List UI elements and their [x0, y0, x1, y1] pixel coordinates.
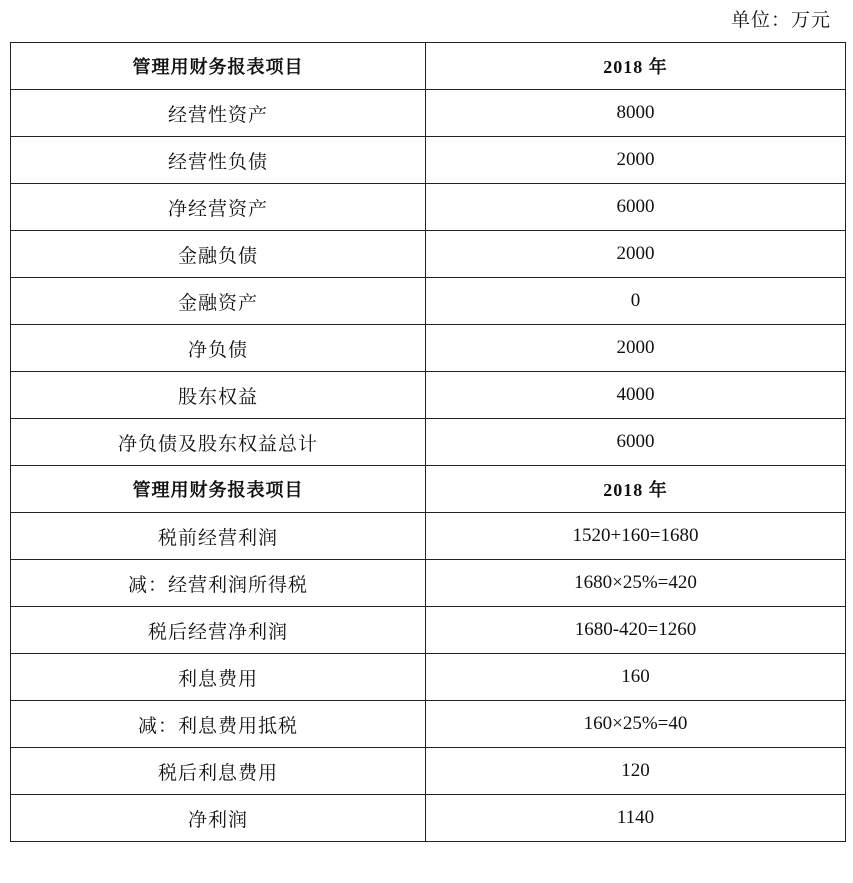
- unit-label: 单位：万元: [730, 9, 831, 31]
- table-row: [11, 701, 846, 748]
- row-item-cell: 金融资产: [11, 278, 426, 325]
- row-value-cell: 2000: [426, 231, 846, 278]
- header-item-cell: 管理用财务报表项目: [11, 466, 426, 513]
- row-item-cell: 税后经营净利润: [11, 607, 426, 654]
- row-item-cell: 净负债: [11, 325, 426, 372]
- table-row: [11, 419, 846, 466]
- financial-report-table: [10, 42, 846, 842]
- table-row: [11, 795, 846, 842]
- row-value-cell: 2000: [426, 325, 846, 372]
- table-row: [11, 325, 846, 372]
- row-item-cell: 税前经营利润: [11, 513, 426, 560]
- row-item-cell: 净利润: [11, 795, 426, 842]
- row-value-cell: 160×25%=40: [426, 701, 846, 748]
- row-value-cell: 2000: [426, 137, 846, 184]
- row-item-cell: 减：利息费用抵税: [11, 701, 426, 748]
- row-value-cell: 4000: [426, 372, 846, 419]
- table-row: [11, 372, 846, 419]
- row-item-cell: 减：经营利润所得税: [11, 560, 426, 607]
- table-row: [11, 278, 846, 325]
- row-item-cell: 股东权益: [11, 372, 426, 419]
- table-row: [11, 607, 846, 654]
- row-value-cell: 1140: [426, 795, 846, 842]
- row-item-cell: 经营性负债: [11, 137, 426, 184]
- row-value-cell: 160: [426, 654, 846, 701]
- table-row: [11, 137, 846, 184]
- table-row: [11, 231, 846, 278]
- row-item-cell: 金融负债: [11, 231, 426, 278]
- table-row: [11, 654, 846, 701]
- table-row: [11, 560, 846, 607]
- table-row: [11, 90, 846, 137]
- header-year-cell: 2018 年: [426, 43, 846, 90]
- row-value-cell: 1680-420=1260: [426, 607, 846, 654]
- table-header-row: [11, 43, 846, 90]
- table-row: [11, 513, 846, 560]
- row-item-cell: 利息费用: [11, 654, 426, 701]
- row-item-cell: 税后利息费用: [11, 748, 426, 795]
- row-value-cell: 1520+160=1680: [426, 513, 846, 560]
- row-item-cell: 净负债及股东权益总计: [11, 419, 426, 466]
- row-value-cell: 1680×25%=420: [426, 560, 846, 607]
- row-item-cell: 经营性资产: [11, 90, 426, 137]
- table-row: [11, 748, 846, 795]
- row-item-cell: 净经营资产: [11, 184, 426, 231]
- row-value-cell: 120: [426, 748, 846, 795]
- row-value-cell: 6000: [426, 419, 846, 466]
- table-row: [11, 184, 846, 231]
- table-header-row: [11, 466, 846, 513]
- row-value-cell: 6000: [426, 184, 846, 231]
- header-item-cell: 管理用财务报表项目: [11, 43, 426, 90]
- row-value-cell: 0: [426, 278, 846, 325]
- header-year-cell: 2018 年: [426, 466, 846, 513]
- row-value-cell: 8000: [426, 90, 846, 137]
